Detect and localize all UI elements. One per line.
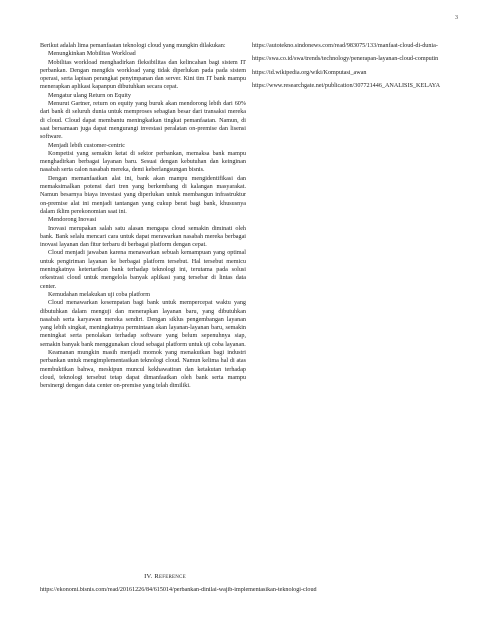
body-paragraph: Menurut Gartner, return on equity yang buruk akan mendorong lebih dari 60% dari bank di seluruh dunia untuk memproses sebagian besar dari transaksi mereka di cloud. Cloud dapat membantu meningkatkan tingkat pemanfaatan. Namun, di saat bersamaan juga dapat mengurangi investasi peralatan on-premise dan lisensi software. xyxy=(40,101,246,141)
body-paragraph: Menjadi lebih customer-centric xyxy=(48,142,125,149)
reference-url[interactable]: https://www.researchgate.net/publication/307721446_ANALISIS_KELAYA xyxy=(252,82,440,89)
reference-url[interactable]: https://swa.co.id/swa/trends/technology/penerapan-layanan-cloud-computin xyxy=(252,56,439,63)
body-paragraph: Dengan memanfaatkan alat ini, bank akan mampu mengidentifikasi dan memaksimalkan potensi dari tren yang berkembang di kalangan masyarakat. Namun besarnya biaya investasi yang diperlukan untuk membangun infrastruktur on-premise alat ini menjadi tantangan yang cukup berat bagi bank, khususnya dalam iklim perekonomian saat ini. xyxy=(40,175,246,215)
body-paragraph: Menungkinkan Mobilitas Workload xyxy=(48,51,136,58)
reference-url[interactable]: https://id.wikipedia.org/wiki/Komputasi_awan xyxy=(252,69,367,76)
section-heading xyxy=(0,573,330,580)
bottom-reference-url[interactable]: https://ekonomi.bisnis.com/read/20161226/84/615014/perbankan-dinilai-wajib-implementasikan-teknologi-cloud xyxy=(40,587,317,593)
body-paragraph: Mendorong Inovasi xyxy=(48,217,97,224)
body-paragraph: Cloud menjadi jawaban karena menawarkan sebuah kemampuan yang optimal untuk pengiriman layanan ke berbagai platform tersebut. Hal tersebut memicu meningkatnya ketertarikan bank terhadap teknologi ini, terutama pada solusi orkestrasi cloud untuk mengelola banyak aplikasi yang tersebar di lintas data center. xyxy=(40,250,246,290)
reference-url[interactable]: https://autotekno.sindonews.com/read/983075/133/manfaat-cloud-di-dunia- xyxy=(252,43,438,49)
page-number: 3 xyxy=(455,15,458,21)
body-paragraph: Keamanan mungkin masih menjadi momok yang menakutkan bagi industri perbankan untuk mengimplementasikan teknologi cloud. Namun kelima hal di atas membuktikan bahwa, meskipun muncul kekhawatiran dan ketakutan terhadap cloud, teknologi tersebut tetap dapat dimanfaatkan oleh bank serta mampu bersinergi dengan data center on-premise yang telah dimiliki. xyxy=(40,349,246,390)
body-paragraph: Berikut adalah lima pemanfaatan teknologi cloud yang mungkin dilakukan: xyxy=(40,43,226,49)
left-column-body xyxy=(40,42,246,390)
body-paragraph: Cloud menawarkan kesempatan bagi bank untuk mempercepat waktu yang dibutuhkan dalam menguji dan menerapkan layanan baru, yang dibutuhkan nasabah serta karyawan mereka sendiri. Dengan siklus pengembangan layanan yang lebih singkat, meningkatnya permintaan akan layanan-layanan baru, semakin meningkat serta penolakan terhadap software yang belum sepenuhnya siap, semakin banyak bank menggunakan cloud sebagai platform untuk uji coba layanan. xyxy=(40,300,246,348)
body-paragraph: Mengatur ulang Return on Equity xyxy=(48,92,131,99)
body-paragraph: Kemudahan melakukan uji coba platform xyxy=(48,291,150,298)
body-paragraph: Mobilitas workload menghadirkan fleksibilitas dan kelincahan bagi sistem IT perbankan. Dengan mengikis workload yang tidak diperlukan pada pada sistem operasi, serta lapisan perangkat penyimpanan dan server. Kini tim IT bank mampu menerapkan aplikasi kapanpun dibutuhkan secara cepat. xyxy=(40,59,246,91)
right-column-references xyxy=(252,42,494,95)
body-paragraph: Inovasi merupakan salah satu alasan mengapa cloud semakin diminati oleh bank. Bank selalu mencari cara untuk dapat merawarkan nasabah mereka berbagai inovasi layanan dan fitur terbaru di berbagai platform dengan cepat. xyxy=(40,225,246,249)
body-paragraph: Kompetisi yang semakin ketat di sektor perbankan, memaksa bank mampu menghadirkan berbagai layanan baru. Sesuai dengan kebutuhan dan keinginan nasabah serta calon nasabah mereka, demi keberlangsungan bisnis. xyxy=(40,150,246,174)
section-heading-text: IV. Reference xyxy=(144,573,186,580)
